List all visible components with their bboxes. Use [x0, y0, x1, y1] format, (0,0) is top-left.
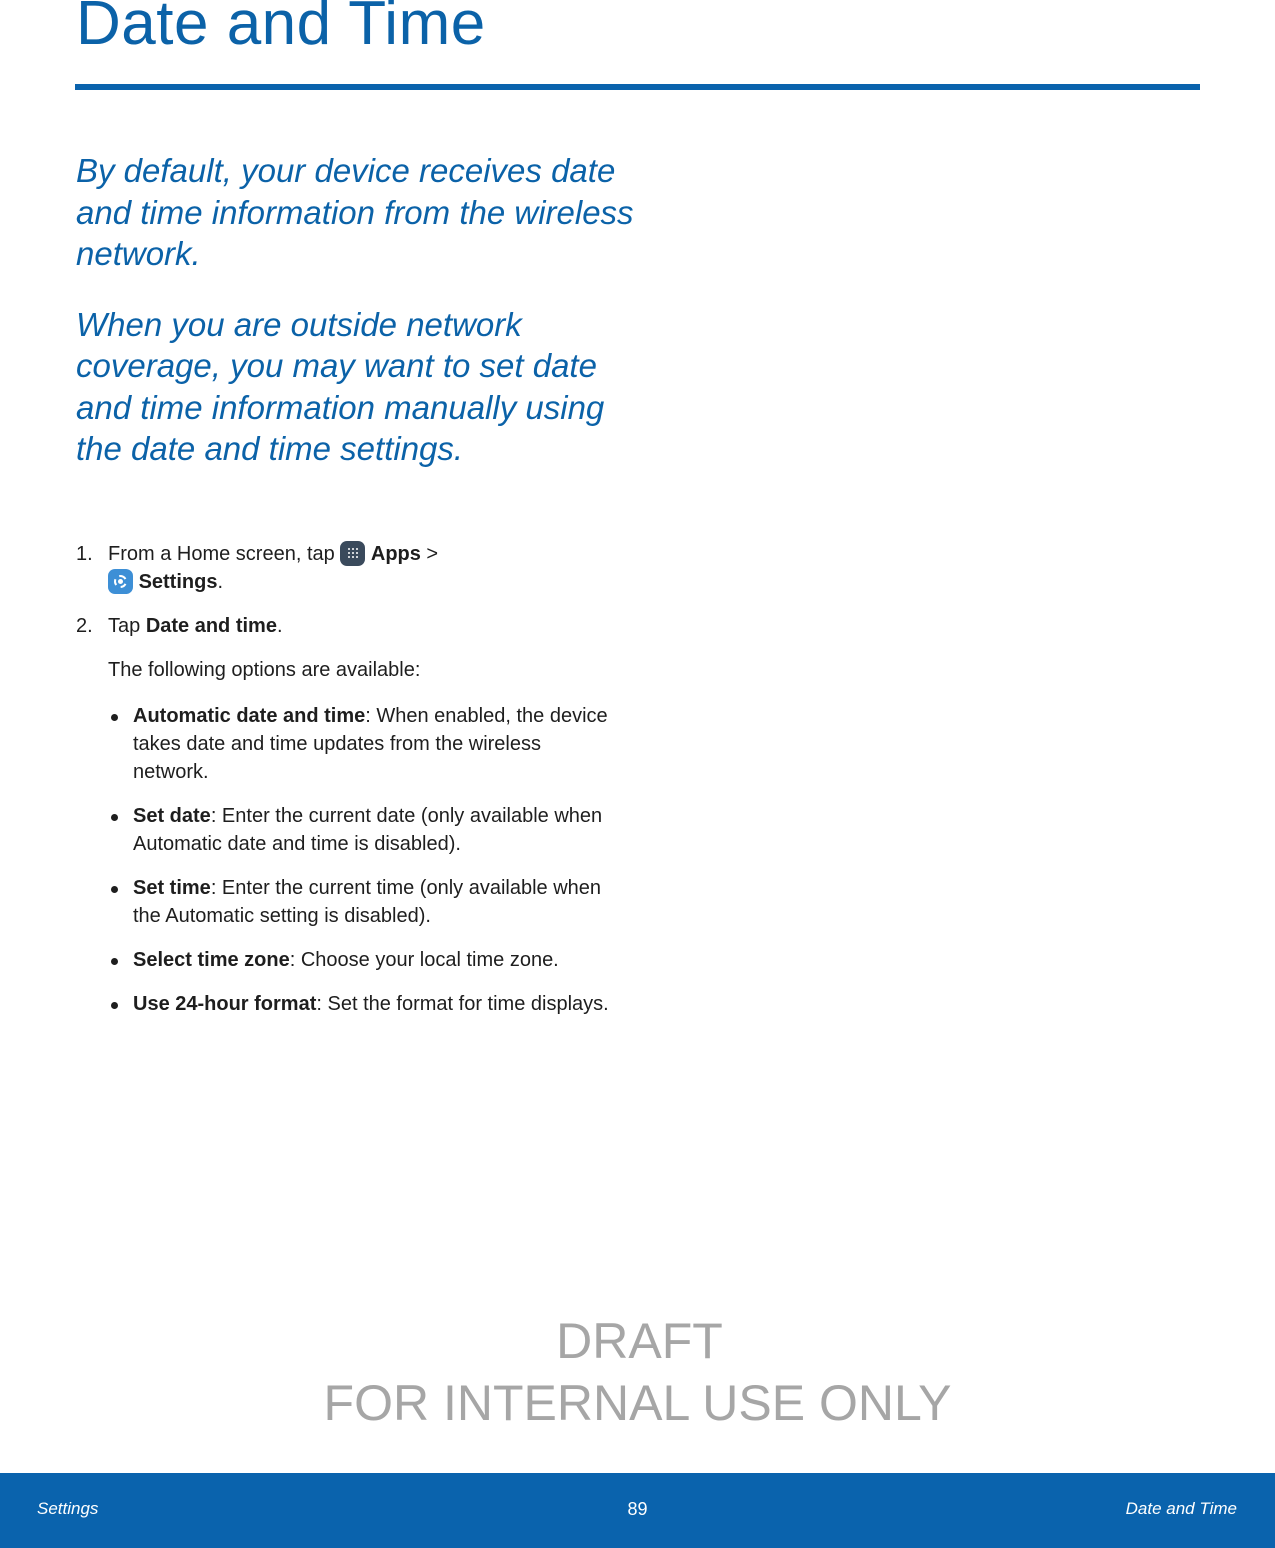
step-text: From a Home screen, tap: [108, 543, 341, 565]
step-end: .: [217, 571, 224, 593]
page-number: 89: [627, 1499, 648, 1519]
settings-label: Settings: [138, 571, 218, 593]
option-label: Set time: [133, 877, 211, 899]
intro-text: [76, 150, 636, 499]
options-intro: The following options are available:: [108, 659, 421, 681]
option-desc: : Set the format for time displays.: [316, 993, 609, 1015]
date-and-time-label: Date and time: [145, 615, 277, 637]
draft-watermark: [0, 1310, 1275, 1434]
list-item: [108, 990, 616, 1018]
option-label: Automatic date and time: [133, 705, 366, 727]
intro-paragraph-1: By default, your device receives date and time information from the wireless network.: [76, 152, 634, 272]
title-divider: [75, 84, 1200, 90]
list-item: [108, 874, 616, 930]
list-item: [108, 702, 616, 786]
option-desc: : Enter the current date (only available when Automatic date and time is disabled).: [133, 805, 603, 855]
options-list: [76, 702, 616, 1018]
list-item: [108, 802, 616, 858]
step-separator: >: [420, 543, 439, 565]
step-text: Tap: [108, 615, 146, 637]
settings-icon: [108, 569, 133, 594]
steps-section: [76, 540, 616, 1034]
step-number: 1.: [76, 543, 93, 565]
list-item: [108, 946, 616, 974]
apps-label: Apps: [370, 543, 421, 565]
option-label: Select time zone: [133, 949, 290, 971]
option-desc: : Choose your local time zone.: [289, 949, 559, 971]
step-end: .: [276, 615, 283, 637]
watermark-line-1: DRAFT: [556, 1313, 723, 1369]
footer-section-name: Settings: [37, 1499, 99, 1518]
option-desc: : Enter the current time (only available when the Automatic setting is disabled).: [133, 877, 602, 927]
option-desc: : When enabled, the device takes date and time updates from the wireless network.: [133, 705, 608, 783]
intro-paragraph-2: When you are outside network coverage, you may want to set date and time information manually using the date and time settings.: [76, 305, 605, 467]
apps-icon: [340, 541, 365, 566]
watermark-line-2: FOR INTERNAL USE ONLY: [323, 1375, 952, 1431]
step-2: [76, 612, 616, 640]
option-label: Set date: [133, 805, 211, 827]
page-footer: [0, 1473, 1275, 1548]
option-label: Use 24-hour format: [133, 993, 317, 1015]
step-1: [76, 540, 616, 596]
step-number: 2.: [76, 615, 93, 637]
page-title: Date and Time: [76, 0, 486, 58]
footer-chapter-name: Date and Time: [1125, 1499, 1237, 1518]
